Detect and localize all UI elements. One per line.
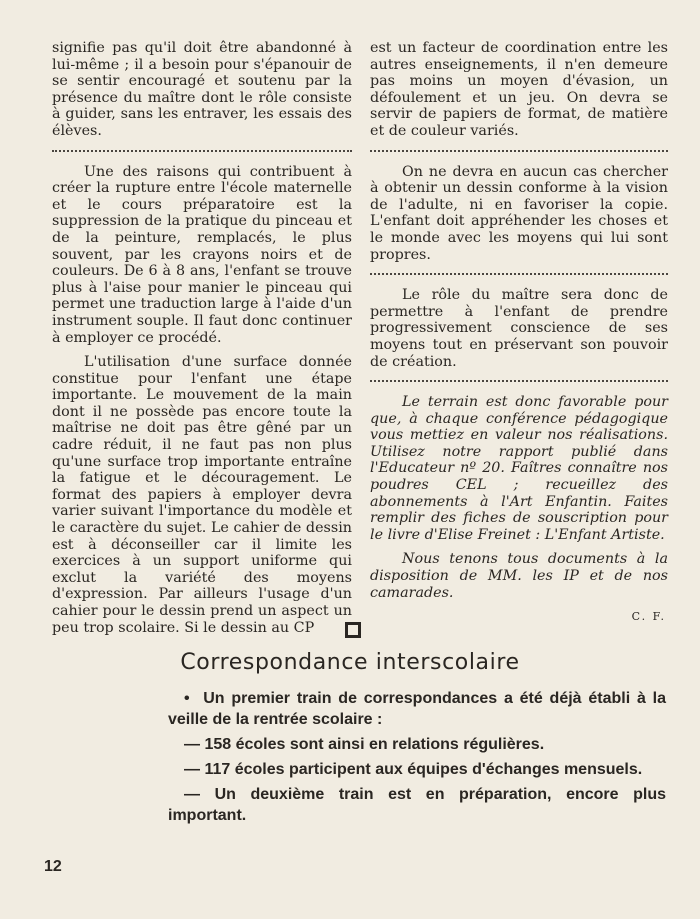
page-number: 12 <box>44 858 62 875</box>
dotted-divider <box>370 273 668 275</box>
intro-text: Un premier train de correspondances a été déjà établi à la veille de la rentrée scolaire : <box>168 690 666 728</box>
section-marker-icon <box>345 622 361 638</box>
right-paragraph-3: Le rôle du maître sera donc de permettre à l'enfant de prendre progressivement conscience de ses moyens tout en préservant son pouvoir de création. <box>370 287 668 370</box>
left-paragraph-1: signifie pas qu'il doit être abandonné à lui-même ; il a besoin pour s'épanouir de se sentir encouragé et soutenu par la présence du maître dont le rôle consiste à guider, sans les entraver, les essais des élèves. <box>52 40 352 139</box>
list-item: — 158 écoles sont ainsi en relations régulières. <box>184 736 545 753</box>
left-paragraph-3: L'utilisation d'une surface donnée constitue pour l'enfant une étape importante. Le mouvement de la main dont il ne possède pas encore toute la maîtrise ne doit pas être gêné par un cadre réduit, il ne faut pas non plus qu'une surface trop importante entraîne la fatigue et le découragement. Le format des papiers à employer devra varier suivant l'importance du modèle et le caractère du sujet. Le cahier de dessin est à déconseiller car il limite les exercices à un support uniforme qui exclut la variété des moyens d'expression. Par ailleurs l'usage d'un cahier pour le dessin prend un aspect un peu trop scolaire. Si le dessin au CP <box>52 354 352 636</box>
list-item: — Un deuxième train est en préparation, encore plus important. <box>168 786 666 824</box>
signature: C. F. <box>631 610 666 624</box>
left-paragraph-2: Une des raisons qui contribuent à créer la rupture entre l'école maternelle et le cours préparatoire est la suppression de la pratique du pinceau et de la peinture, remplacés, le plus souvent, par les crayons noirs et de couleurs. De 6 à 8 ans, l'enfant se trouve plus à l'aise pour manier le pinceau qui permet une traduction large à l'aide d'un instrument souple. Il faut donc continuer à employer ce procédé. <box>52 163 352 346</box>
right-column <box>370 40 668 626</box>
section-title: Correspondance interscolaire <box>180 650 520 675</box>
bullet-icon: • <box>184 690 190 707</box>
intro-paragraph <box>168 688 666 730</box>
dotted-divider <box>370 380 668 382</box>
left-column <box>52 40 352 636</box>
correspondence-notes <box>168 688 666 830</box>
promo-paragraph-2: Nous tenons tous documents à la disposition de MM. les IP et de nos camarades. <box>370 551 668 601</box>
right-paragraph-2: On ne devra en aucun cas chercher à obtenir un dessin conforme à la vision de l'adulte, ni en favoriser la copie. L'enfant doit appréhender les choses et le monde avec les moyens qui lui sont propres. <box>370 163 668 263</box>
dotted-divider <box>52 150 352 152</box>
dotted-divider <box>370 150 668 152</box>
right-paragraph-1: est un facteur de coordination entre les autres enseignements, il n'en demeure pas moins un moyen d'évasion, un défoulement et un jeu. On devra se servir de papiers de format, de matière et de couleur variés. <box>370 40 668 139</box>
promo-paragraph: Le terrain est donc favorable pour que, à chaque conférence pédagogique vous mettiez en valeur nos réalisations. Utilisez notre rapport publié dans l'Educateur nº 20. Faîtres connaître nos poudres CEL ; recueillez des abonnements à l'Art Enfantin. Faites remplir des fiches de souscription pour le livre d'Elise Freinet : L'Enfant Artiste. <box>370 394 668 543</box>
list-item: — 117 écoles participent aux équipes d'échanges mensuels. <box>184 761 643 778</box>
